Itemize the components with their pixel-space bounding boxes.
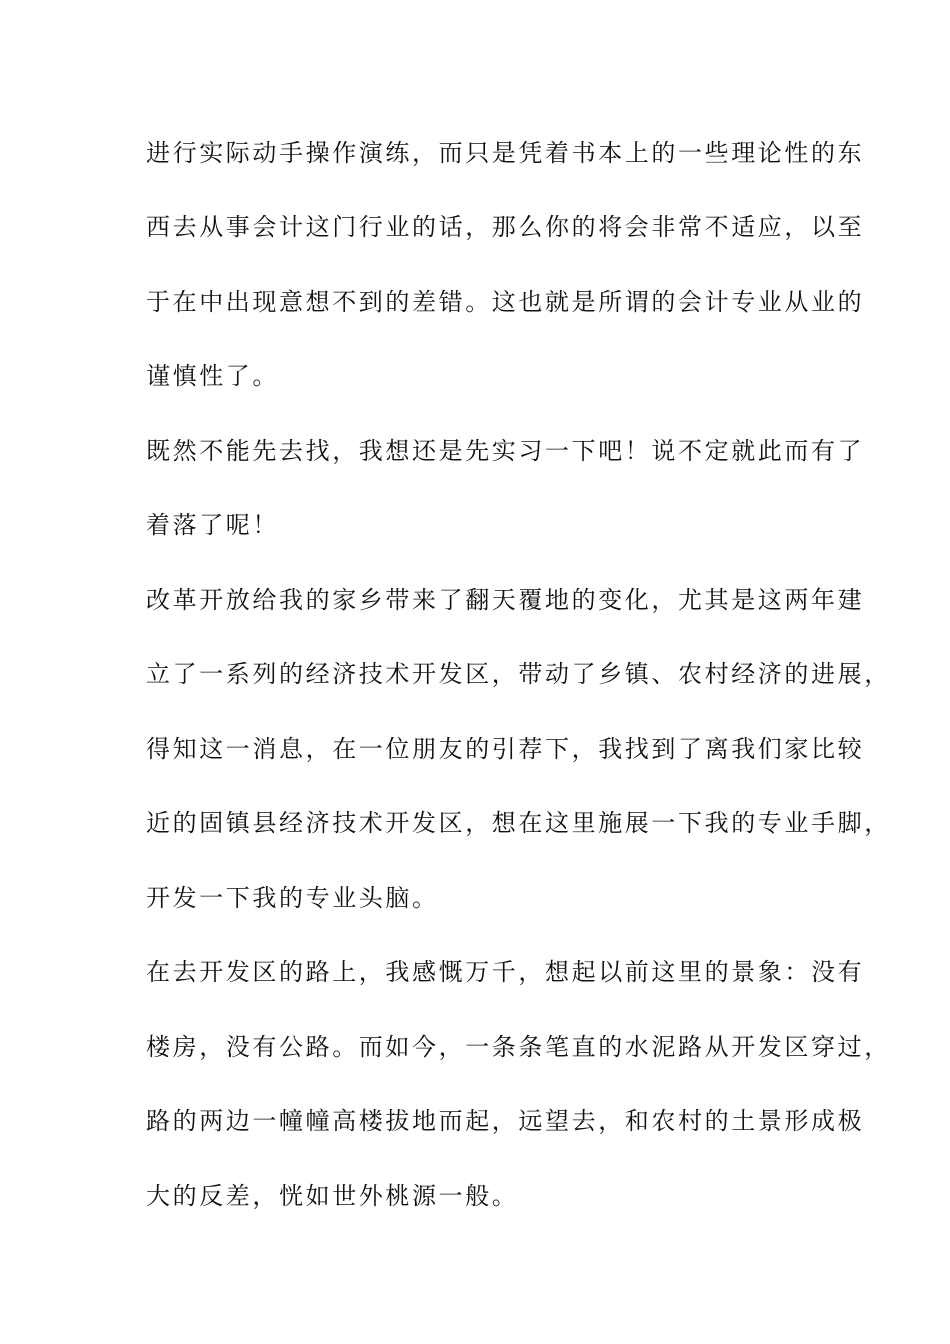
text-line: 开发一下我的专业头脑。: [146, 884, 439, 912]
text-line: 既然不能先去找，我想还是先实习一下吧！说不定就此而有了: [146, 437, 865, 465]
text-line: 在去开发区的路上，我感慨万千，想起以前这里的景象：没有: [146, 958, 865, 986]
text-line: 进行实际动手操作演练，而只是凭着书本上的一些理论性的东: [146, 139, 865, 167]
text-line: 楼房，没有公路。而如今，一条条笔直的水泥路从开发区穿过，: [146, 1033, 891, 1061]
text-line: 着落了呢！: [146, 511, 279, 539]
text-line: 得知这一消息，在一位朋友的引荐下，我找到了离我们家比较: [146, 735, 865, 763]
text-line: 谨慎性了。: [146, 362, 279, 390]
text-line: 立了一系列的经济技术开发区，带动了乡镇、农村经济的进展，: [146, 660, 891, 688]
text-line: 路的两边一幢幢高楼拔地而起，远望去，和农村的土景形成极: [146, 1107, 865, 1135]
text-line: 改革开放给我的家乡带来了翻天覆地的变化，尤其是这两年建: [146, 586, 865, 614]
text-line: 于在中出现意想不到的差错。这也就是所谓的会计专业从业的: [146, 288, 865, 316]
text-line: 西去从事会计这门行业的话，那么你的将会非常不适应，以至: [146, 213, 865, 241]
text-line: 近的固镇县经济技术开发区，想在这里施展一下我的专业手脚，: [146, 809, 891, 837]
text-line: 大的反差，恍如世外桃源一般。: [146, 1182, 519, 1210]
